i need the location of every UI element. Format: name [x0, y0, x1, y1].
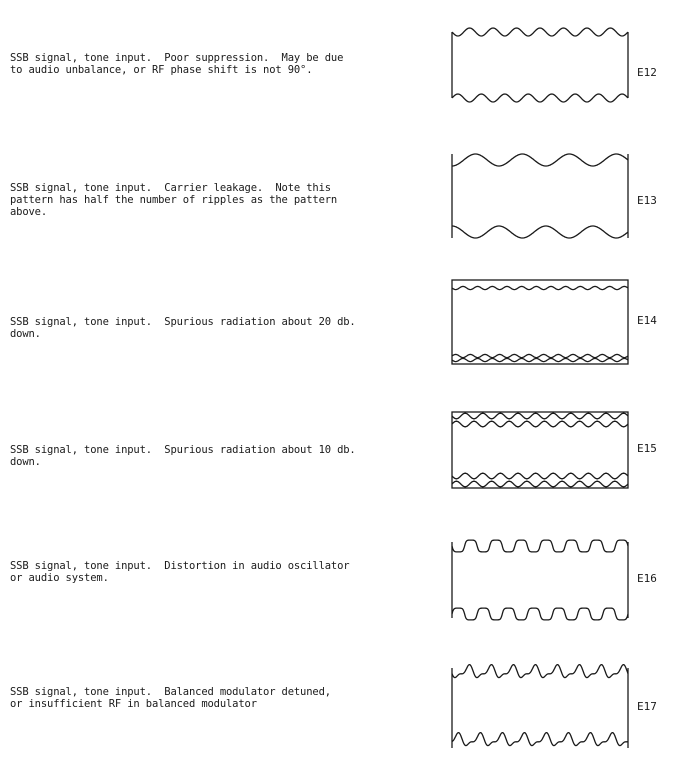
lower-ripple-line	[452, 473, 628, 479]
label-e12: E12	[637, 66, 657, 79]
description-e15: SSB signal, tone input. Spurious radiation about 10 db. down.	[10, 444, 356, 468]
upper-ripple-line	[452, 421, 628, 427]
waveform-e12	[448, 22, 632, 108]
label-e16: E16	[637, 572, 657, 585]
upper-ripple-line	[452, 286, 628, 289]
description-e14: SSB signal, tone input. Spurious radiation about 20 db. down.	[10, 316, 356, 340]
top-envelope-line	[452, 665, 628, 678]
top-envelope-line	[452, 540, 628, 552]
bottom-ripple-line	[452, 481, 628, 487]
bottom-envelope-line	[452, 608, 628, 620]
bottom-envelope-line	[452, 226, 628, 238]
waveform-e15-svg	[448, 408, 632, 494]
bottom-ripple-line	[452, 358, 628, 361]
waveform-e13-svg	[448, 148, 632, 244]
top-ripple-line	[452, 413, 628, 419]
label-e15: E15	[637, 442, 657, 455]
waveform-e16-svg	[448, 534, 632, 626]
waveform-e17	[448, 658, 632, 754]
label-e17: E17	[637, 700, 657, 713]
bottom-envelope-line	[452, 733, 628, 746]
label-e14: E14	[637, 314, 657, 327]
waveform-e17-svg	[448, 658, 632, 754]
top-envelope-line	[452, 28, 628, 36]
waveform-e13	[448, 148, 632, 244]
lower-ripple-line	[452, 354, 628, 357]
top-envelope-line	[452, 154, 628, 166]
description-e16: SSB signal, tone input. Distortion in audio oscillator or audio system.	[10, 560, 350, 584]
description-e13: SSB signal, tone input. Carrier leakage. Note this pattern has half the number of ripples as the pattern above.	[10, 182, 338, 218]
description-e12: SSB signal, tone input. Poor suppression. May be due to audio unbalance, or RF phase shift is not 90°.	[10, 52, 344, 76]
label-e13: E13	[637, 194, 657, 207]
envelope-frame	[452, 280, 628, 364]
waveform-e14-svg	[448, 276, 632, 370]
description-e17: SSB signal, tone input. Balanced modulator detuned, or insufficient RF in balanced modulator	[10, 686, 331, 710]
bottom-envelope-line	[452, 94, 628, 102]
waveform-e14	[448, 276, 632, 370]
waveform-e12-svg	[448, 22, 632, 108]
waveform-e16	[448, 534, 632, 626]
waveform-e15	[448, 408, 632, 494]
